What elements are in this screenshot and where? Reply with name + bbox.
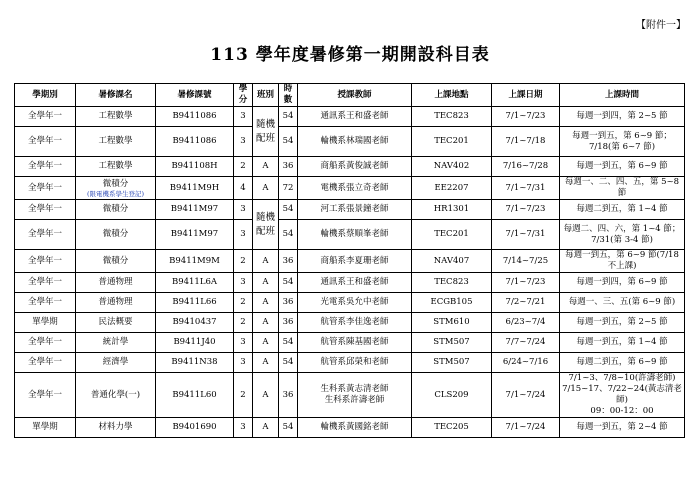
hours-cell: 54 bbox=[279, 418, 298, 438]
table-header-row bbox=[15, 84, 685, 107]
course-name-cell: 統計學 bbox=[76, 333, 156, 353]
credit-cell: 3 bbox=[234, 127, 253, 157]
date-cell: 7/1~7/24 bbox=[492, 373, 560, 418]
time-cell: 每週一到四，第 6~9 節 bbox=[560, 273, 685, 293]
date-cell: 7/14~7/25 bbox=[492, 250, 560, 273]
credit-cell: 3 bbox=[234, 273, 253, 293]
header-course: 暑修課名 bbox=[76, 84, 156, 107]
teacher-cell: 航管系陳基國老師 bbox=[298, 333, 412, 353]
time-cell: 每週一到五，第 6~9 節 bbox=[560, 157, 685, 177]
term-cell: 全學年一 bbox=[15, 353, 76, 373]
room-cell: TEC201 bbox=[412, 220, 492, 250]
date-cell: 7/1~7/31 bbox=[492, 177, 560, 200]
credit-cell: 3 bbox=[234, 200, 253, 220]
date-cell: 7/1~7/23 bbox=[492, 200, 560, 220]
class-cell: A bbox=[253, 333, 279, 353]
term-cell: 全學年一 bbox=[15, 177, 76, 200]
header-term: 學期別 bbox=[15, 84, 76, 107]
term-cell: 全學年一 bbox=[15, 273, 76, 293]
course-code-cell: B941108H bbox=[156, 157, 234, 177]
hours-cell: 36 bbox=[279, 250, 298, 273]
room-cell: NAV407 bbox=[412, 250, 492, 273]
date-cell: 6/23~7/4 bbox=[492, 313, 560, 333]
hours-cell: 54 bbox=[279, 127, 298, 157]
hours-cell: 36 bbox=[279, 313, 298, 333]
registration-note: (限電機系學生登記) bbox=[86, 189, 145, 198]
teacher-cell: 商船系李夏珊老師 bbox=[298, 250, 412, 273]
course-code-cell: B9411086 bbox=[156, 107, 234, 127]
teacher-cell: 航管系李佳逸老師 bbox=[298, 313, 412, 333]
date-cell: 6/24~7/16 bbox=[492, 353, 560, 373]
teacher-cell: 輪機系林瑞國老師 bbox=[298, 127, 412, 157]
course-code-cell: B9411M9H bbox=[156, 177, 234, 200]
room-cell: EE2207 bbox=[412, 177, 492, 200]
class-cell: A bbox=[253, 418, 279, 438]
time-cell: 每週一、二、四、五，第 5~8 節 bbox=[560, 177, 685, 200]
course-code-cell: B9411N38 bbox=[156, 353, 234, 373]
class-cell: A bbox=[253, 353, 279, 373]
course-name-cell: 經濟學 bbox=[76, 353, 156, 373]
teacher-cell: 光電系吳允中老師 bbox=[298, 293, 412, 313]
term-cell: 全學年一 bbox=[15, 200, 76, 220]
table-row bbox=[15, 333, 685, 353]
class-cell: A bbox=[253, 373, 279, 418]
course-name-cell: 民法概要 bbox=[76, 313, 156, 333]
hours-cell: 36 bbox=[279, 373, 298, 418]
class-cell: A bbox=[253, 250, 279, 273]
header-code: 暑修課號 bbox=[156, 84, 234, 107]
course-code-cell: B9401690 bbox=[156, 418, 234, 438]
term-cell: 全學年一 bbox=[15, 333, 76, 353]
credit-cell: 4 bbox=[234, 177, 253, 200]
term-cell: 全學年一 bbox=[15, 293, 76, 313]
hours-cell: 36 bbox=[279, 157, 298, 177]
term-cell: 單學期 bbox=[15, 313, 76, 333]
time-cell: 每週一到五，第 6~9 節(7/18 不上課) bbox=[560, 250, 685, 273]
course-name-cell: 普通物理 bbox=[76, 273, 156, 293]
time-cell: 每週一到五，第 2~4 節 bbox=[560, 418, 685, 438]
course-table bbox=[14, 83, 685, 438]
course-name-cell: 微積分 (限電機系學生登記) bbox=[76, 177, 156, 200]
header-date: 上課日期 bbox=[492, 84, 560, 107]
date-cell: 7/16~7/28 bbox=[492, 157, 560, 177]
time-cell: 每週一到五，第 6~9 節； 7/18(第 6~7 節) bbox=[560, 127, 685, 157]
course-name-cell: 工程數學 bbox=[76, 157, 156, 177]
term-cell: 單學期 bbox=[15, 418, 76, 438]
hours-cell: 54 bbox=[279, 107, 298, 127]
table-row bbox=[15, 373, 685, 418]
credit-cell: 3 bbox=[234, 333, 253, 353]
header-class: 班別 bbox=[253, 84, 279, 107]
hours-cell: 54 bbox=[279, 333, 298, 353]
course-code-cell: B9411L6A bbox=[156, 273, 234, 293]
table-row bbox=[15, 250, 685, 273]
credit-cell: 3 bbox=[234, 418, 253, 438]
teacher-cell: 商船系黃俊誠老師 bbox=[298, 157, 412, 177]
term-cell: 全學年一 bbox=[15, 127, 76, 157]
room-cell: STM507 bbox=[412, 353, 492, 373]
table-row bbox=[15, 353, 685, 373]
hours-cell: 54 bbox=[279, 273, 298, 293]
class-cell: A bbox=[253, 293, 279, 313]
time-cell: 每週一到五，第 2~5 節 bbox=[560, 313, 685, 333]
course-name-cell: 微積分 bbox=[76, 220, 156, 250]
term-cell: 全學年一 bbox=[15, 250, 76, 273]
room-cell: NAV402 bbox=[412, 157, 492, 177]
table-row bbox=[15, 127, 685, 157]
credit-cell: 2 bbox=[234, 373, 253, 418]
time-cell: 每週一到五，第 1~4 節 bbox=[560, 333, 685, 353]
teacher-cell: 通訊系王和盛老師 bbox=[298, 273, 412, 293]
room-cell: STM610 bbox=[412, 313, 492, 333]
room-cell: HR1301 bbox=[412, 200, 492, 220]
hours-cell: 54 bbox=[279, 220, 298, 250]
course-name-cell: 微積分 bbox=[76, 200, 156, 220]
hours-cell: 36 bbox=[279, 293, 298, 313]
table-row bbox=[15, 293, 685, 313]
course-code-cell: B9411L66 bbox=[156, 293, 234, 313]
course-code-cell: B9411M97 bbox=[156, 200, 234, 220]
teacher-cell: 生科系黃志清老師 生科系許濤老師 bbox=[298, 373, 412, 418]
course-name-cell: 工程數學 bbox=[76, 107, 156, 127]
credit-cell: 2 bbox=[234, 157, 253, 177]
time-cell: 每週二到五，第 1~4 節 bbox=[560, 200, 685, 220]
teacher-cell: 輪機系黃國銘老師 bbox=[298, 418, 412, 438]
credit-cell: 2 bbox=[234, 293, 253, 313]
table-row bbox=[15, 177, 685, 200]
course-code-cell: B9411M9M bbox=[156, 250, 234, 273]
date-cell: 7/7~7/24 bbox=[492, 333, 560, 353]
course-code-cell: B9411J40 bbox=[156, 333, 234, 353]
course-name-cell: 普通物理 bbox=[76, 293, 156, 313]
table-row bbox=[15, 107, 685, 127]
page-title: 113 學年度暑修第一期開設科目表 bbox=[210, 45, 490, 65]
term-cell: 全學年一 bbox=[15, 107, 76, 127]
time-cell: 每週二到五，第 6~9 節 bbox=[560, 353, 685, 373]
class-cell-merged: 隨機 配班 bbox=[253, 200, 279, 250]
header-credit: 學分 bbox=[234, 84, 253, 107]
date-cell: 7/2~7/21 bbox=[492, 293, 560, 313]
teacher-cell: 輪機系蔡順峯老師 bbox=[298, 220, 412, 250]
teacher-cell: 航管系邱榮和老師 bbox=[298, 353, 412, 373]
course-code-cell: B9410437 bbox=[156, 313, 234, 333]
class-cell: A bbox=[253, 177, 279, 200]
header-teacher: 授課教師 bbox=[298, 84, 412, 107]
course-code-cell: B9411L60 bbox=[156, 373, 234, 418]
course-name-cell: 材料力學 bbox=[76, 418, 156, 438]
credit-cell: 3 bbox=[234, 353, 253, 373]
room-cell: TEC823 bbox=[412, 273, 492, 293]
table-row bbox=[15, 418, 685, 438]
header-time: 上課時間 bbox=[560, 84, 685, 107]
term-cell: 全學年一 bbox=[15, 157, 76, 177]
room-cell: TEC205 bbox=[412, 418, 492, 438]
time-cell: 每週二、四、六，第 1~4 節； 7/31(第 3-4 節) bbox=[560, 220, 685, 250]
credit-cell: 2 bbox=[234, 313, 253, 333]
room-cell: ECGB105 bbox=[412, 293, 492, 313]
header-room: 上課地點 bbox=[412, 84, 492, 107]
table-row bbox=[15, 313, 685, 333]
credit-cell: 3 bbox=[234, 107, 253, 127]
course-name-cell: 微積分 bbox=[76, 250, 156, 273]
date-cell: 7/1~7/23 bbox=[492, 107, 560, 127]
time-cell: 每週一、三、五(第 6~9 節) bbox=[560, 293, 685, 313]
course-code-cell: B9411086 bbox=[156, 127, 234, 157]
teacher-cell: 河工系張景鐘老師 bbox=[298, 200, 412, 220]
header-hours: 時數 bbox=[279, 84, 298, 107]
table-row bbox=[15, 220, 685, 250]
term-cell: 全學年一 bbox=[15, 220, 76, 250]
term-cell: 全學年一 bbox=[15, 373, 76, 418]
room-cell: TEC823 bbox=[412, 107, 492, 127]
hours-cell: 54 bbox=[279, 353, 298, 373]
table-row bbox=[15, 157, 685, 177]
room-cell: TEC201 bbox=[412, 127, 492, 157]
class-cell: A bbox=[253, 273, 279, 293]
credit-cell: 2 bbox=[234, 250, 253, 273]
annex-label: 【附件一】 bbox=[636, 20, 686, 31]
table-row bbox=[15, 273, 685, 293]
hours-cell: 72 bbox=[279, 177, 298, 200]
course-name-cell: 普通化學(一) bbox=[76, 373, 156, 418]
room-cell: STM507 bbox=[412, 333, 492, 353]
course-code-cell: B9411M97 bbox=[156, 220, 234, 250]
teacher-cell: 通訊系王和盛老師 bbox=[298, 107, 412, 127]
table-row bbox=[15, 200, 685, 220]
class-cell: A bbox=[253, 157, 279, 177]
teacher-cell: 電機系張立奇老師 bbox=[298, 177, 412, 200]
hours-cell: 54 bbox=[279, 200, 298, 220]
time-cell: 7/1~3、7/8~10(許濤老師) 7/15~17、7/22~24(黃志清老師) 09：00-12：00 bbox=[560, 373, 685, 418]
class-cell: A bbox=[253, 313, 279, 333]
date-cell: 7/1~7/24 bbox=[492, 418, 560, 438]
date-cell: 7/1~7/18 bbox=[492, 127, 560, 157]
credit-cell: 3 bbox=[234, 220, 253, 250]
course-name-cell: 工程數學 bbox=[76, 127, 156, 157]
time-cell: 每週一到四，第 2~5 節 bbox=[560, 107, 685, 127]
room-cell: CLS209 bbox=[412, 373, 492, 418]
class-cell-merged: 隨機 配班 bbox=[253, 107, 279, 157]
date-cell: 7/1~7/31 bbox=[492, 220, 560, 250]
date-cell: 7/1~7/23 bbox=[492, 273, 560, 293]
